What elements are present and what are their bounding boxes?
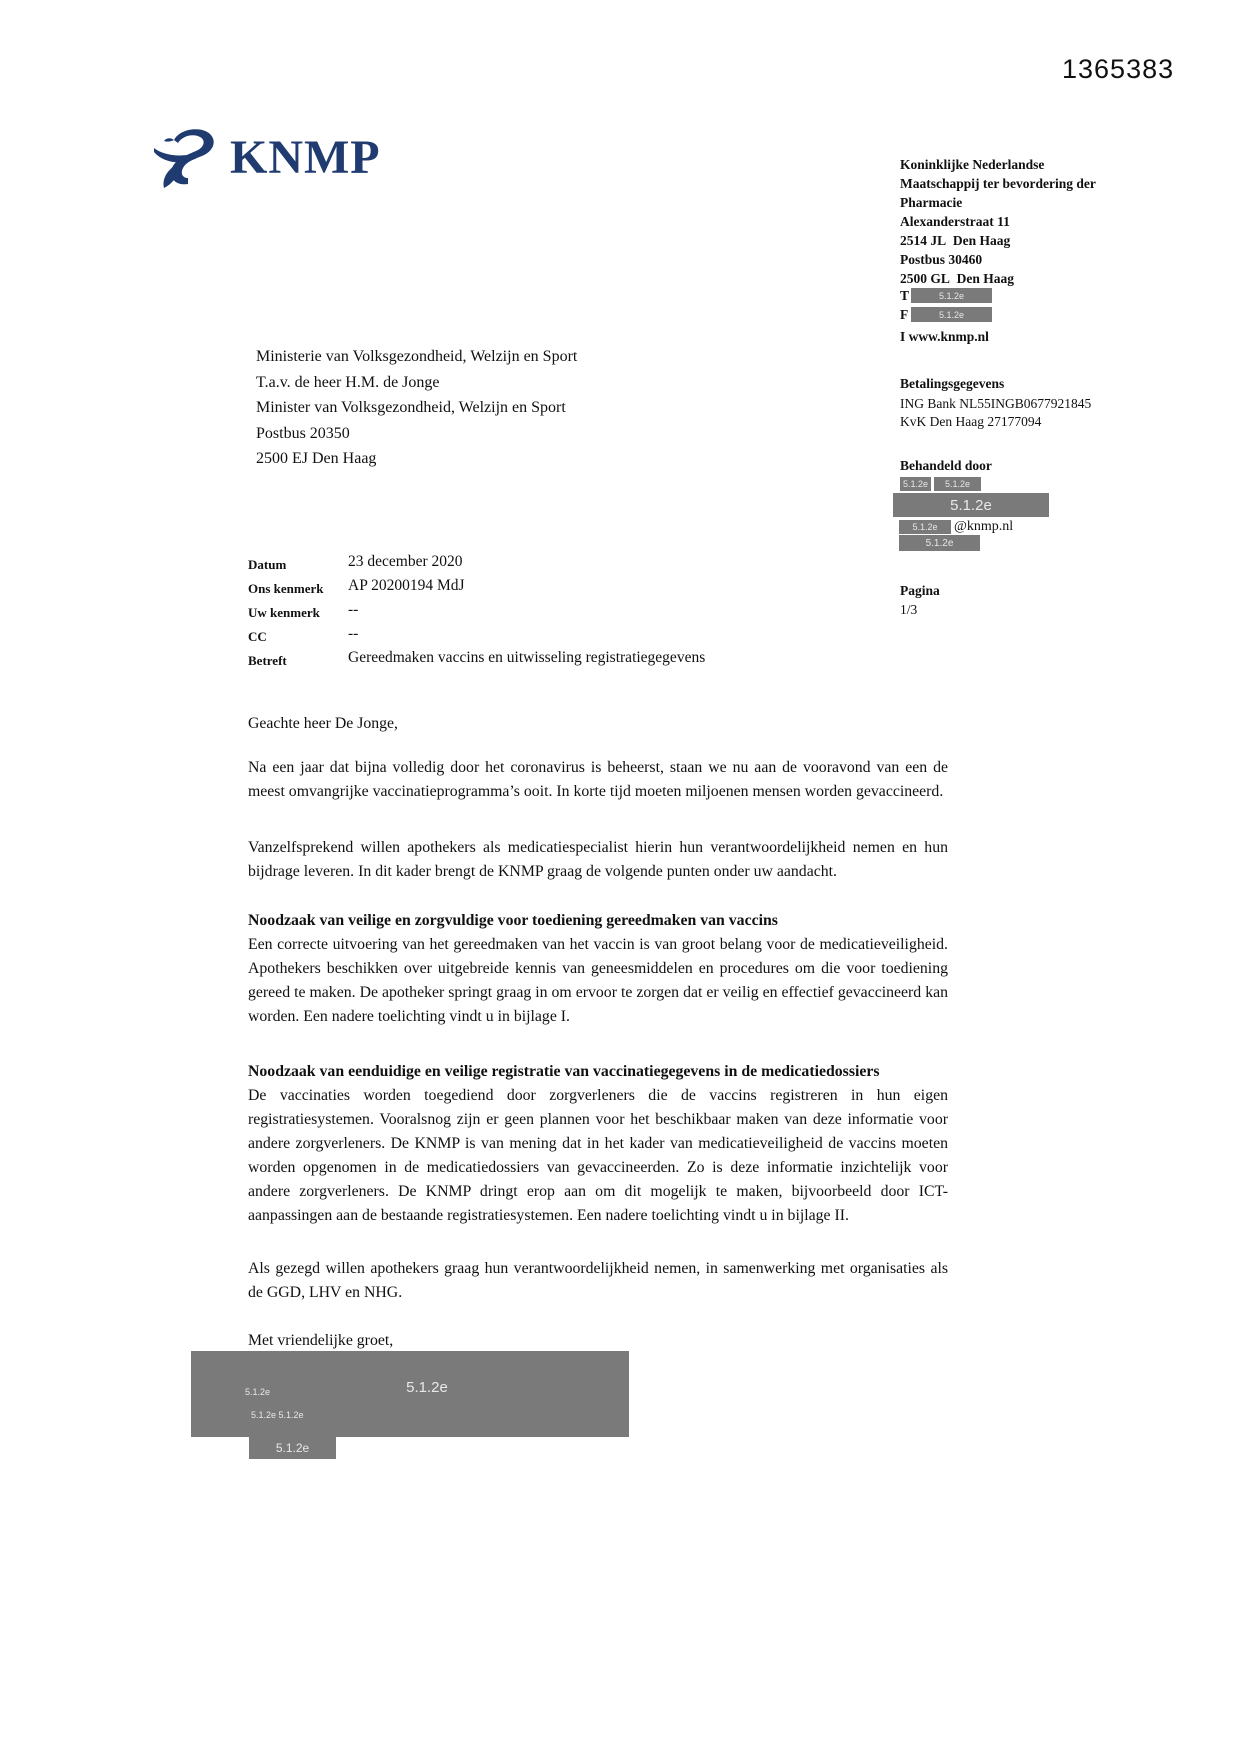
recipient-address [256, 344, 577, 472]
bank-line: ING Bank NL55INGB0677921845 [900, 396, 1092, 411]
meta-value: 23 december 2020 [348, 553, 463, 570]
fax-redaction-box: 5.1.2e [911, 307, 992, 322]
section-1-text: Een correcte uitvoering van het gereedmaken van het vaccin is van groot belang voor de medicatieveiligheid. Apothekers beschikken over uitgebreide kennis van geneesmiddelen en procedures om die voor toediening gereed te maken. De apotheker springt graag in om ervoor te zorgen dat er veilig en effectief gevaccineerd kan worden. Een nadere toelichting vindt u in bijlage I. [248, 936, 948, 1025]
phone-redaction-box: 5.1.2e [911, 288, 992, 303]
bowl-of-hygieia-icon [150, 126, 224, 190]
paragraph-closing-note: Als gezegd willen apothekers graag hun verantwoordelijkheid nemen, in samenwerking met organisaties als de GGD, LHV en NHG. [248, 1260, 948, 1301]
closing-salutation: Met vriendelijke groet, [248, 1332, 394, 1349]
document-number: 1365383 [1062, 54, 1175, 84]
letter-meta [248, 551, 705, 671]
section-1-heading: Noodzaak van veilige en zorgvuldige voor toediening gereedmaken van vaccins [248, 912, 778, 929]
redaction-box: 5.1.2e [899, 520, 951, 534]
page-number: 1/3 [900, 602, 918, 617]
payment-heading: Betalingsgegevens [900, 376, 1005, 391]
redaction-box: 5.1.2e [934, 477, 981, 491]
org-line: Alexanderstraat 11 [900, 214, 1010, 229]
meta-value: AP 20200194 MdJ [348, 577, 465, 594]
meta-value: Gereedmaken vaccins en uitwisseling registratiegegevens [348, 649, 706, 666]
org-line: 2500 GL Den Haag [900, 271, 1015, 286]
section-2-heading: Noodzaak van eenduidige en veilige registratie van vaccinatiegegevens in de medicatiedossiers [248, 1063, 880, 1080]
website-line: I www.knmp.nl [900, 329, 989, 344]
meta-label: Uw kenmerk [248, 605, 320, 620]
org-line: Maatschappij ter bevordering der [900, 176, 1096, 191]
meta-label: Ons kenmerk [248, 581, 324, 596]
redaction-label: 5.1.2e [245, 1387, 271, 1397]
letterhead-sidebar [900, 155, 1200, 617]
handled-by-heading: Behandeld door [900, 458, 992, 473]
kvk-line: KvK Den Haag 27177094 [900, 414, 1042, 429]
meta-label: CC [248, 629, 267, 644]
handled-by-redactions-row [900, 477, 981, 491]
recipient-line: Ministerie van Volksgezondheid, Welzijn en Sport [256, 348, 578, 365]
paragraph-apothekers: Vanzelfsprekend willen apothekers als medicatiespecialist hierin hun verantwoordelijkheid nemen en hun bijdrage leveren. In dit kader brengt de KNMP graag de volgende punten onder uw aandacht. [248, 839, 948, 880]
redaction-label: 5.1.2e 5.1.2e [251, 1410, 304, 1420]
paragraph-intro: Na een jaar dat bijna volledig door het coronavirus is beheerst, staan we nu aan de vooravond van een de meest omvangrijke vaccinatieprogramma’s ooit. In korte tijd moeten miljoenen mensen worden gevaccineerd. [248, 759, 948, 800]
redaction-box: 5.1.2e [899, 535, 980, 551]
redaction-label: 5.1.2e [406, 1379, 448, 1396]
org-line: Postbus 30460 [900, 252, 983, 267]
redaction-box-large: 5.1.2e [893, 493, 1049, 517]
meta-row-ons-kenmerk [248, 575, 705, 599]
salutation: Geachte heer De Jonge, [248, 715, 398, 732]
meta-value: -- [348, 625, 359, 642]
organisation-address [900, 155, 1200, 288]
fax-label: F [900, 306, 909, 322]
org-line: Pharmacie [900, 195, 963, 210]
phone-row [900, 288, 992, 303]
page-heading: Pagina [900, 583, 940, 598]
recipient-line: T.a.v. de heer H.M. de Jonge [256, 373, 440, 391]
meta-row-cc [248, 623, 705, 647]
handled-by-email-row [899, 519, 1013, 535]
meta-value: -- [348, 601, 359, 618]
meta-row-uw-kenmerk [248, 599, 705, 623]
meta-label: Datum [248, 557, 287, 572]
signature-redaction-box-small: 5.1.2e [249, 1437, 336, 1459]
recipient-line: Postbus 20350 [256, 424, 350, 442]
recipient-line: Minister van Volksgezondheid, Welzijn en Sport [256, 399, 566, 416]
fax-row [900, 307, 992, 322]
meta-row-betreft [248, 647, 705, 671]
meta-label: Betreft [248, 653, 287, 668]
knmp-logo [150, 126, 381, 190]
phone-label: T [900, 287, 910, 303]
redaction-box: 5.1.2e [900, 477, 931, 491]
org-line: Koninklijke Nederlandse [900, 157, 1045, 172]
org-line: 2514 JL Den Haag [900, 233, 1011, 248]
signature-redaction-box [191, 1351, 629, 1437]
section-2-text: De vaccinaties worden toegediend door zorgverleners die de vaccins registreren in hun eigen registratiesystemen. Vooralsnog zijn er geen plannen voor het beschikbaar maken van deze informatie voor andere zorgverleners. De KNMP is van mening dat in het kader van medicatieveiligheid de vaccins moeten worden opgenomen in de medicatiedossiers van gevaccineerden. Zo is deze informatie inzichtelijk voor andere zorgverleners. De KNMP dringt erop aan om dit mogelijk te maken, bijvoorbeeld door ICT-aanpassingen aan de bestaande registratiesystemen. Een nadere toelichting vindt u in bijlage II. [248, 1087, 948, 1224]
email-suffix: @knmp.nl [954, 519, 1014, 534]
recipient-line: 2500 EJ Den Haag [256, 450, 377, 467]
knmp-logo-text: KNMP [230, 131, 381, 184]
meta-row-datum [248, 551, 705, 575]
